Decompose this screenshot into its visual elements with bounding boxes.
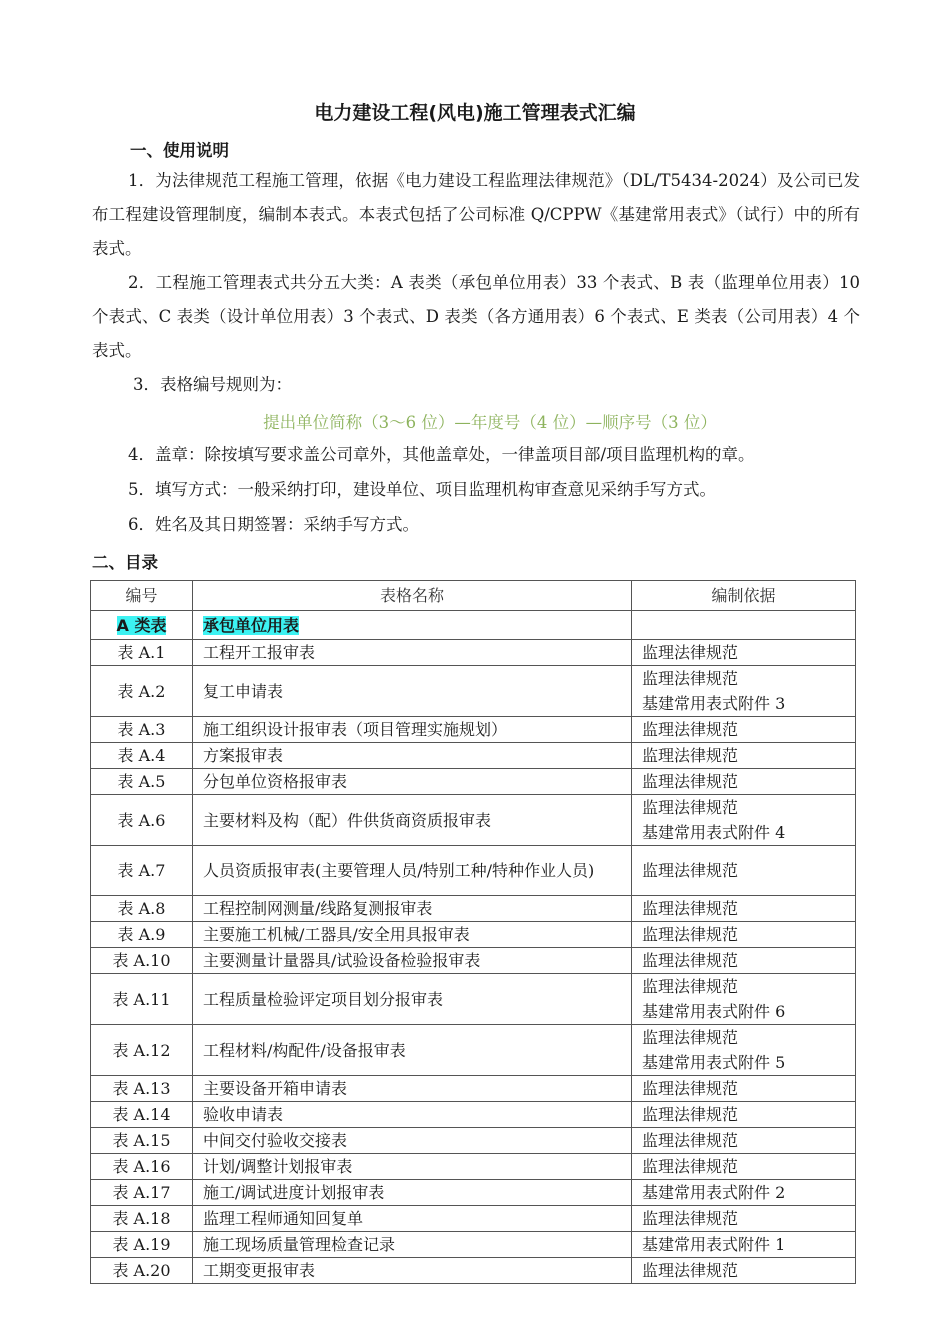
row-basis	[632, 896, 856, 922]
table-row	[91, 1180, 856, 1206]
row-name: 验收申请表	[193, 1102, 632, 1128]
row-basis	[632, 974, 856, 1025]
row-name: 计划/调整计划报审表	[193, 1154, 632, 1180]
row-id: 表 A.2	[91, 666, 193, 717]
row-basis	[632, 948, 856, 974]
table-row	[91, 1076, 856, 1102]
row-basis-line-1: 监理法律规范	[642, 1261, 739, 1280]
paragraph-2: 2．工程施工管理表式共分五大类：A 表类（承包单位用表）33 个表式、B 表（监理单位用表）10 个表式、C 表类（设计单位用表）3 个表式、D 表类（各方通用表）6 个表式、E 类表（公司用表）4 个表式。	[92, 273, 860, 360]
row-basis	[632, 1180, 856, 1206]
row-basis	[632, 1258, 856, 1284]
row-basis	[632, 846, 856, 896]
row-basis	[632, 666, 856, 717]
table-row	[91, 922, 856, 948]
row-basis-line-1: 监理法律规范	[642, 669, 739, 688]
table-row	[91, 1258, 856, 1284]
row-basis-line-2: 基建常用表式附件 6	[642, 1002, 786, 1021]
row-basis-line-1: 监理法律规范	[642, 772, 739, 791]
row-name: 人员资质报审表(主要管理人员/特别工种/特种作业人员)	[193, 846, 632, 896]
row-basis-line-1: 监理法律规范	[642, 925, 739, 944]
row-name: 工程开工报审表	[193, 640, 632, 666]
row-basis	[632, 1128, 856, 1154]
row-name: 主要设备开箱申请表	[193, 1076, 632, 1102]
row-name: 主要施工机械/工器具/安全用具报审表	[193, 922, 632, 948]
row-id: 表 A.1	[91, 640, 193, 666]
row-id: 表 A.19	[91, 1232, 193, 1258]
table-row	[91, 769, 856, 795]
row-name: 工程材料/构配件/设备报审表	[193, 1025, 632, 1076]
paragraph-1: 1．为法律规范工程施工管理，依据《电力建设工程监理法律规范》（DL/T5434-2024）及公司已发布工程建设管理制度，编制本表式。本表式包括了公司标准 Q/CPPW《基建常用表式》（试行）中的所有表式。	[92, 171, 860, 258]
table-row	[91, 1025, 856, 1076]
row-basis-line-1: 基建常用表式附件 2	[642, 1183, 786, 1202]
paragraph-6: 6．姓名及其日期签署：采纳手写方式。	[128, 515, 419, 534]
table-row	[91, 974, 856, 1025]
table-row	[91, 640, 856, 666]
row-basis	[632, 1206, 856, 1232]
section-a-id: A 类表	[116, 615, 167, 635]
row-id: 表 A.14	[91, 1102, 193, 1128]
row-basis	[632, 640, 856, 666]
row-id: 表 A.18	[91, 1206, 193, 1232]
header-name: 表格名称	[193, 581, 632, 611]
row-name: 工期变更报审表	[193, 1258, 632, 1284]
row-name: 中间交付验收交接表	[193, 1128, 632, 1154]
row-name: 分包单位资格报审表	[193, 769, 632, 795]
row-id: 表 A.9	[91, 922, 193, 948]
row-basis-line-1: 监理法律规范	[642, 746, 739, 765]
row-name: 复工申请表	[193, 666, 632, 717]
row-name: 主要测量计量器具/试验设备检验报审表	[193, 948, 632, 974]
section-heading-usage: 一、使用说明	[130, 141, 229, 160]
table-row	[91, 846, 856, 896]
table-row	[91, 948, 856, 974]
table-row	[91, 717, 856, 743]
row-id: 表 A.4	[91, 743, 193, 769]
row-basis-line-1: 监理法律规范	[642, 977, 739, 996]
row-basis	[632, 769, 856, 795]
table-row	[91, 1154, 856, 1180]
row-name: 工程控制网测量/线路复测报审表	[193, 896, 632, 922]
row-basis-line-1: 监理法律规范	[642, 798, 739, 817]
row-basis-line-1: 监理法律规范	[642, 861, 739, 880]
row-name: 工程质量检验评定项目划分报审表	[193, 974, 632, 1025]
paragraph-5: 5．填写方式：一般采纳打印，建设单位、项目监理机构审查意见采纳手写方式。	[128, 480, 716, 499]
row-basis	[632, 1102, 856, 1128]
row-basis	[632, 1076, 856, 1102]
toc-table	[90, 580, 856, 1284]
row-basis-line-2: 基建常用表式附件 5	[642, 1053, 786, 1072]
section-a-basis	[632, 611, 856, 640]
row-id: 表 A.16	[91, 1154, 193, 1180]
table-row	[91, 1128, 856, 1154]
row-name: 施工组织设计报审表（项目管理实施规划）	[193, 717, 632, 743]
row-name: 方案报审表	[193, 743, 632, 769]
table-row	[91, 1232, 856, 1258]
row-id: 表 A.5	[91, 769, 193, 795]
row-basis	[632, 1154, 856, 1180]
row-basis-line-1: 监理法律规范	[642, 1157, 739, 1176]
table-row	[91, 666, 856, 717]
section-row-a	[91, 611, 856, 640]
row-basis-line-1: 监理法律规范	[642, 1105, 739, 1124]
row-basis	[632, 743, 856, 769]
row-basis	[632, 795, 856, 846]
row-basis-line-1: 监理法律规范	[642, 951, 739, 970]
document-title: 电力建设工程(风电)施工管理表式汇编	[314, 102, 636, 124]
row-id: 表 A.20	[91, 1258, 193, 1284]
row-id: 表 A.7	[91, 846, 193, 896]
row-basis	[632, 1232, 856, 1258]
row-basis-line-2: 基建常用表式附件 4	[642, 823, 786, 842]
row-id: 表 A.10	[91, 948, 193, 974]
row-id: 表 A.15	[91, 1128, 193, 1154]
table-row	[91, 896, 856, 922]
header-basis: 编制依据	[632, 581, 856, 611]
row-basis-line-1: 监理法律规范	[642, 1028, 739, 1047]
row-basis-line-1: 基建常用表式附件 1	[642, 1235, 786, 1254]
row-basis	[632, 1025, 856, 1076]
header-id: 编号	[91, 581, 193, 611]
table-row	[91, 1206, 856, 1232]
row-basis-line-1: 监理法律规范	[642, 899, 739, 918]
row-basis-line-1: 监理法律规范	[642, 1079, 739, 1098]
row-id: 表 A.3	[91, 717, 193, 743]
row-basis-line-1: 监理法律规范	[642, 1131, 739, 1150]
row-basis-line-1: 监理法律规范	[642, 1209, 739, 1228]
row-basis-line-1: 监理法律规范	[642, 643, 739, 662]
row-name: 主要材料及构（配）件供货商资质报审表	[193, 795, 632, 846]
row-name: 监理工程师通知回复单	[193, 1206, 632, 1232]
section-heading-toc: 二、目录	[92, 553, 158, 572]
row-id: 表 A.17	[91, 1180, 193, 1206]
row-name: 施工现场质量管理检查记录	[193, 1232, 632, 1258]
row-basis	[632, 922, 856, 948]
table-row	[91, 743, 856, 769]
row-id: 表 A.6	[91, 795, 193, 846]
row-id: 表 A.8	[91, 896, 193, 922]
row-basis	[632, 717, 856, 743]
row-basis-line-1: 监理法律规范	[642, 720, 739, 739]
paragraph-3: 3．表格编号规则为：	[133, 375, 292, 394]
paragraph-4: 4．盖章：除按填写要求盖公司章外，其他盖章处，一律盖项目部/项目监理机构的章。	[128, 445, 755, 464]
table-row	[91, 795, 856, 846]
table-row	[91, 1102, 856, 1128]
table-header-row	[91, 581, 856, 611]
numbering-rule-formula: 提出单位简称（3～6 位）—年度号（4 位）—顺序号（3 位）	[263, 413, 717, 432]
row-id: 表 A.13	[91, 1076, 193, 1102]
row-basis-line-2: 基建常用表式附件 3	[642, 694, 786, 713]
row-id: 表 A.11	[91, 974, 193, 1025]
row-id: 表 A.12	[91, 1025, 193, 1076]
row-name: 施工/调试进度计划报审表	[193, 1180, 632, 1206]
section-a-name: 承包单位用表	[203, 615, 300, 635]
